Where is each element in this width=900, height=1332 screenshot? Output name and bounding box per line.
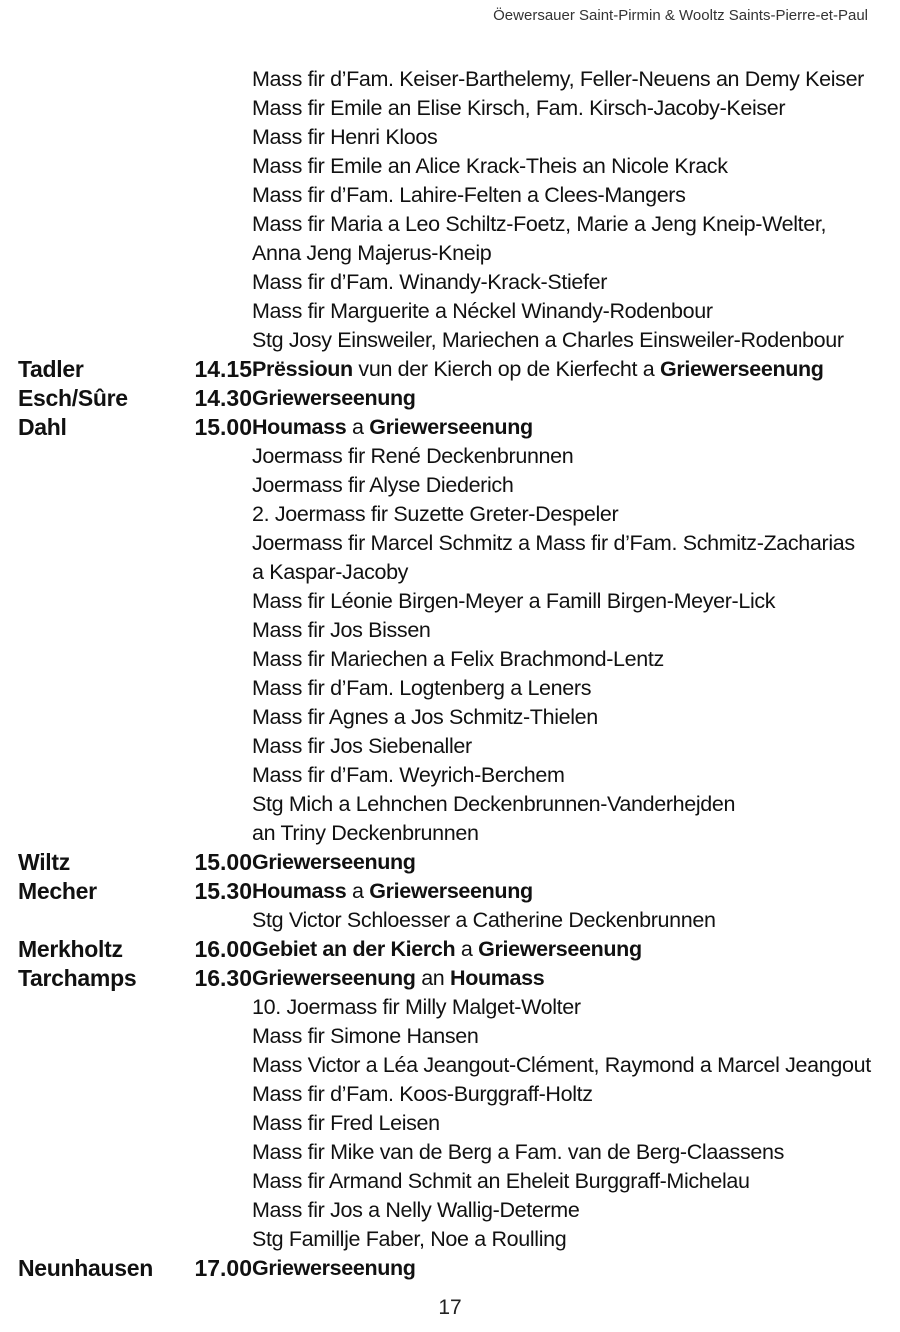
service-description (252, 1051, 871, 1080)
page-number: 17 (438, 1296, 462, 1319)
schedule-row (18, 732, 888, 761)
service-text: 10. Joermass fir Milly Malget-Wolter (252, 995, 581, 1019)
service-text: Joermass fir René Deckenbrunnen (252, 444, 574, 468)
service-description (252, 645, 664, 674)
service-text: Mass fir Maria a Leo Schiltz-Foetz, Marie a Jeng Kneip-Welter, (252, 212, 827, 236)
schedule-row (18, 703, 888, 732)
schedule-row (18, 94, 888, 123)
schedule-row (18, 471, 888, 500)
schedule-row (18, 413, 888, 442)
location-name: Dahl (18, 414, 67, 440)
service-description (252, 906, 716, 935)
schedule-row (18, 181, 888, 210)
service-description (252, 123, 437, 152)
service-type: Griewerseenung (369, 879, 533, 903)
service-text: Mass fir d’Fam. Winandy-Krack-Stiefer (252, 270, 608, 294)
service-type: Griewerseenung (369, 415, 533, 439)
service-type: Griewerseenung (252, 850, 416, 874)
service-description (252, 790, 735, 819)
schedule-row (18, 65, 888, 94)
service-description (252, 1196, 579, 1225)
service-description (252, 442, 573, 471)
service-description (252, 587, 775, 616)
service-text: Mass Victor a Léa Jeangout-Clément, Raymond a Marcel Jeangout (252, 1053, 871, 1077)
service-type: Gebiet an der Kierch (252, 937, 456, 961)
service-description (252, 1254, 416, 1283)
location-name: Tarchamps (18, 965, 137, 991)
schedule-row (18, 529, 888, 558)
service-text: Mass fir Simone Hansen (252, 1024, 479, 1048)
service-time: 15.00 (194, 849, 252, 875)
service-type: Houmass (252, 415, 347, 439)
service-description (252, 1022, 479, 1051)
schedule-row (18, 152, 888, 181)
service-text: 2. Joermass fir Suzette Greter-Despeler (252, 502, 619, 526)
service-type: Houmass (450, 966, 545, 990)
service-text: Mass fir d’Fam. Lahire-Felten a Clees-Mangers (252, 183, 686, 207)
service-text: Mass fir Léonie Birgen-Meyer a Famill Birgen-Meyer-Lick (252, 589, 776, 613)
schedule-row (18, 326, 888, 355)
service-description (252, 471, 513, 500)
schedule-row (18, 210, 888, 239)
service-text: Stg Josy Einsweiler, Mariechen a Charles Einsweiler-Rodenbour (252, 328, 844, 352)
location-name: Merkholtz (18, 936, 123, 962)
schedule-row (18, 674, 888, 703)
service-text: Mass fir Jos Bissen (252, 618, 431, 642)
service-type: Prëssioun (252, 357, 353, 381)
schedule-row (18, 819, 888, 848)
schedule-row (18, 993, 888, 1022)
service-time: 14.30 (194, 385, 252, 411)
service-time: 16.00 (194, 936, 252, 962)
location-name: Esch/Sûre (18, 385, 128, 411)
service-time: 14.15 (194, 356, 252, 382)
service-text: Mass fir d’Fam. Weyrich-Berchem (252, 763, 565, 787)
service-text: Stg Famillje Faber, Noe a Roulling (252, 1227, 567, 1251)
service-description (252, 65, 864, 94)
service-text: Mass fir Emile an Elise Kirsch, Fam. Kirsch-Jacoby-Keiser (252, 96, 786, 120)
schedule-row (18, 500, 888, 529)
service-text: a (346, 415, 370, 439)
service-type: Griewerseenung (252, 966, 416, 990)
service-text: Mass fir Jos a Nelly Wallig-Determe (252, 1198, 580, 1222)
schedule-row (18, 1254, 888, 1283)
service-text: Mass fir d’Fam. Koos-Burggraff-Holtz (252, 1082, 593, 1106)
schedule-row (18, 761, 888, 790)
service-description (252, 326, 844, 355)
service-description (252, 384, 416, 413)
service-text: Mass fir Agnes a Jos Schmitz-Thielen (252, 705, 598, 729)
service-text: a Kaspar-Jacoby (252, 560, 409, 584)
schedule-row (18, 1225, 888, 1254)
schedule-row (18, 1109, 888, 1138)
schedule-row (18, 1167, 888, 1196)
service-description (252, 500, 618, 529)
schedule-row (18, 964, 888, 993)
service-type: Griewerseenung (252, 386, 416, 410)
schedule-row (18, 935, 888, 964)
schedule-row (18, 1080, 888, 1109)
service-description (252, 761, 565, 790)
service-type: Houmass (252, 879, 347, 903)
schedule-row (18, 587, 888, 616)
service-time: 15.30 (194, 878, 252, 904)
service-description (252, 210, 826, 239)
service-text: a (455, 937, 479, 961)
schedule-row (18, 1051, 888, 1080)
service-description (252, 616, 431, 645)
service-text: Mass fir Henri Kloos (252, 125, 438, 149)
service-description (252, 413, 533, 442)
service-type: Griewerseenung (660, 357, 824, 381)
service-text: Anna Jeng Majerus-Kneip (252, 241, 492, 265)
location-name: Neunhausen (18, 1255, 154, 1281)
service-description (252, 935, 642, 964)
service-description (252, 964, 544, 993)
service-text: Mass fir Fred Leisen (252, 1111, 440, 1135)
service-type: Griewerseenung (252, 1256, 416, 1280)
schedule-row (18, 1022, 888, 1051)
service-text: Stg Victor Schloesser a Catherine Deckenbrunnen (252, 908, 716, 932)
schedule-row (18, 1196, 888, 1225)
service-text: Mass fir Marguerite a Néckel Winandy-Rodenbour (252, 299, 713, 323)
service-text: Mass fir Jos Siebenaller (252, 734, 472, 758)
service-description (252, 558, 408, 587)
schedule-row (18, 558, 888, 587)
service-description (252, 152, 728, 181)
service-text: an (415, 966, 451, 990)
service-description (252, 529, 855, 558)
service-description (252, 674, 591, 703)
service-description (252, 268, 607, 297)
service-text: a (346, 879, 370, 903)
service-time: 15.00 (194, 414, 252, 440)
service-description (252, 1138, 784, 1167)
service-text: Mass fir d’Fam. Logtenberg a Leners (252, 676, 592, 700)
service-text: Mass fir Mike van de Berg a Fam. van de Berg-Claassens (252, 1140, 784, 1164)
service-text: Mass fir Mariechen a Felix Brachmond-Lentz (252, 647, 664, 671)
mass-schedule (18, 65, 888, 1283)
location-name: Tadler (18, 356, 84, 382)
service-text: vun der Kierch op de Kierfecht a (352, 357, 661, 381)
service-description (252, 239, 491, 268)
service-description (252, 993, 581, 1022)
service-description (252, 297, 713, 326)
schedule-row (18, 645, 888, 674)
page-header: Öewersauer Saint-Pirmin & Wooltz Saints-Pierre-et-Paul (493, 7, 868, 24)
location-name: Wiltz (18, 849, 70, 875)
schedule-row (18, 442, 888, 471)
service-time: 16.30 (194, 965, 252, 991)
schedule-row (18, 123, 888, 152)
service-description (252, 1109, 440, 1138)
service-text: Stg Mich a Lehnchen Deckenbrunnen-Vanderhejden (252, 792, 736, 816)
schedule-row (18, 239, 888, 268)
service-description (252, 355, 824, 384)
service-text: an Triny Deckenbrunnen (252, 821, 479, 845)
service-description (252, 848, 416, 877)
service-description (252, 1225, 566, 1254)
schedule-row (18, 848, 888, 877)
location-name: Mecher (18, 878, 97, 904)
schedule-row (18, 268, 888, 297)
service-description (252, 1080, 593, 1109)
schedule-row (18, 906, 888, 935)
schedule-row (18, 384, 888, 413)
service-description (252, 181, 686, 210)
schedule-row (18, 877, 888, 906)
service-text: Mass fir Emile an Alice Krack-Theis an Nicole Krack (252, 154, 728, 178)
service-description (252, 877, 533, 906)
service-description (252, 703, 598, 732)
service-description (252, 732, 472, 761)
service-text: Joermass fir Marcel Schmitz a Mass fir d’Fam. Schmitz-Zacharias (252, 531, 855, 555)
service-description (252, 94, 785, 123)
service-text: Mass fir d’Fam. Keiser-Barthelemy, Feller-Neuens an Demy Keiser (252, 67, 864, 91)
schedule-row (18, 616, 888, 645)
service-description (252, 819, 479, 848)
service-text: Joermass fir Alyse Diederich (252, 473, 514, 497)
schedule-row (18, 355, 888, 384)
service-text: Mass fir Armand Schmit an Eheleit Burggraff-Michelau (252, 1169, 750, 1193)
service-description (252, 1167, 750, 1196)
service-type: Griewerseenung (478, 937, 642, 961)
schedule-row (18, 790, 888, 819)
schedule-row (18, 1138, 888, 1167)
schedule-row (18, 297, 888, 326)
service-time: 17.00 (194, 1255, 252, 1281)
